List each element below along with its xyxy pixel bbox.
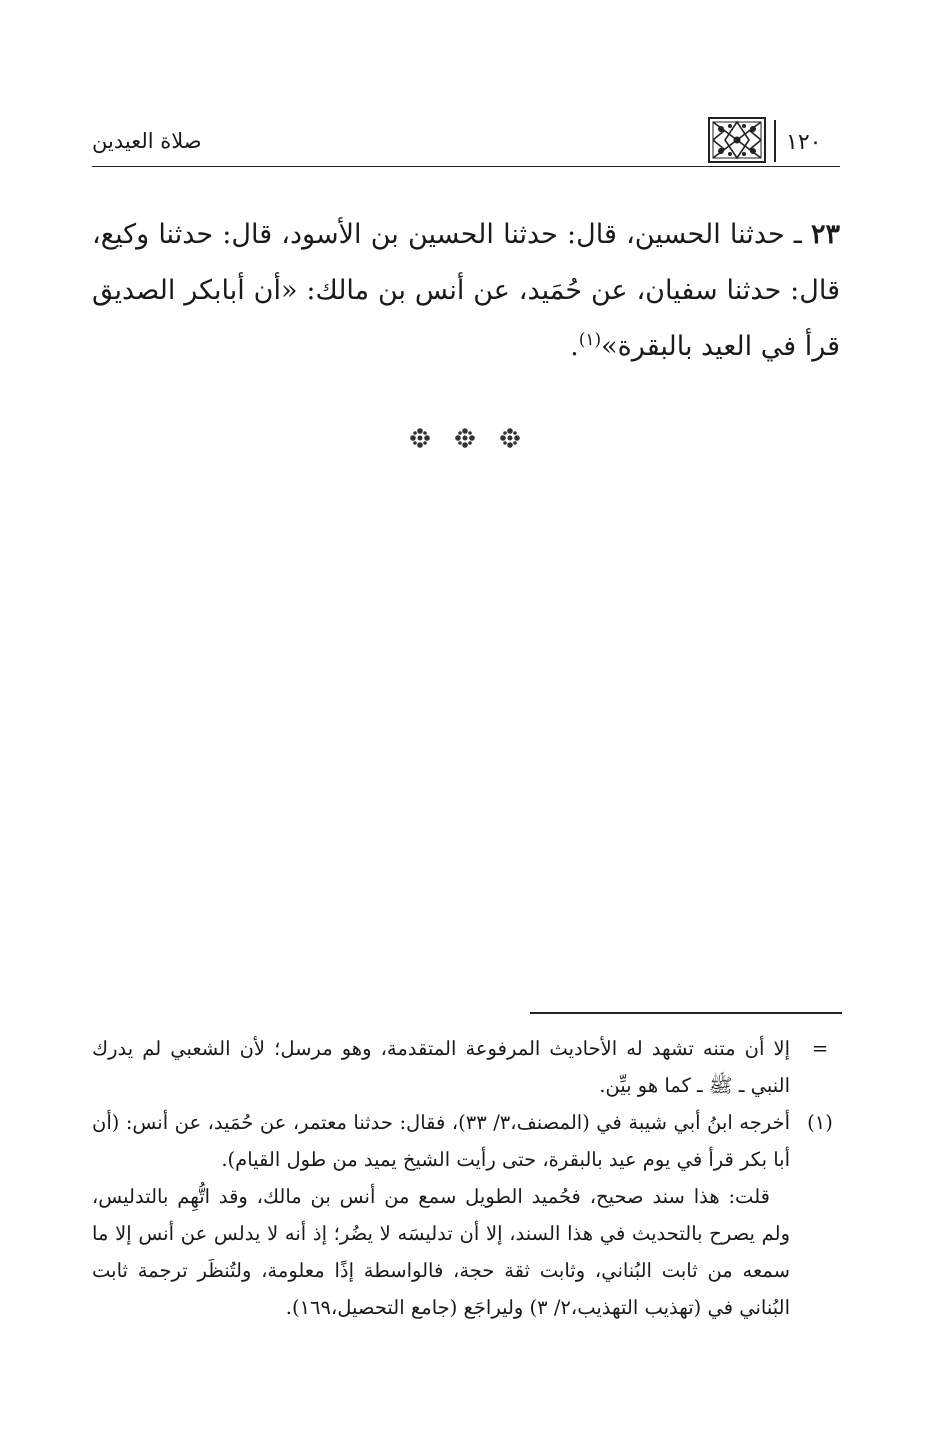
footnote-text: أخرجه ابنُ أبي شيبة في (المصنف،٣/ ٣٣)، فقال: حدثنا معتمر، عن حُمَيد، عن أنس: (أن أبا بكر قرأ في يوم عيد بالبقرة، حتى رأيت الشيخ يميد من طول القيام). bbox=[92, 1111, 790, 1171]
footnote-marker: (١) bbox=[807, 1111, 833, 1134]
footnote-reference[interactable]: (١) bbox=[578, 330, 602, 350]
header-rule bbox=[92, 166, 840, 167]
page-number: ١٢٠ bbox=[786, 130, 822, 155]
footnote-commentary: قلت: هذا سند صحيح، فحُميد الطويل سمع من أنس بن مالك، وقد اتُّهِم بالتدليس، ولم يصرح بالتحديث في هذا السند، إلا أن تدليسَه لا يضُر؛ إذ أنه لا يدلس عن أنس إلا ما سمعه من ثابت البُناني، وثابت ثقة حجة، فالواسطة إذًا معلومة، ولتُنظَر ترجمة ثابت البُناني في (تهذيب التهذيب،٢/ ٣) وليراجَع (جامع التحصيل،١٦٩). bbox=[92, 1185, 790, 1319]
flower-divider-icon bbox=[400, 423, 530, 453]
header-separator bbox=[774, 120, 776, 162]
footnote-marker: = bbox=[811, 1037, 829, 1060]
running-title: صلاة العيدين bbox=[92, 129, 202, 153]
hadith-text: ـ حدثنا الحسين، قال: حدثنا الحسين بن الأسود، قال: حدثنا وكيع، قال: حدثنا سفيان، عن حُمَيد، عن أنس بن مالك: «أن أبابكر الصديق قرأ في العيد بالبقرة» bbox=[92, 219, 840, 362]
end-punctuation: . bbox=[570, 331, 579, 362]
hadith-number: ٢٣ bbox=[810, 219, 840, 250]
footnote-text: إلا أن متنه تشهد له الأحاديث المرفوعة المتقدمة، وهو مرسل؛ لأن الشعبي لم يدرك النبي ـ ﷺ ـ كما هو بيِّن. bbox=[92, 1037, 790, 1097]
header-ornament-icon bbox=[708, 117, 766, 163]
footnote-1 bbox=[92, 1104, 842, 1326]
footnotes bbox=[92, 1030, 842, 1326]
footnote-rule bbox=[530, 1012, 842, 1014]
hadith-paragraph bbox=[92, 207, 840, 375]
footnote-continuation bbox=[92, 1030, 842, 1104]
